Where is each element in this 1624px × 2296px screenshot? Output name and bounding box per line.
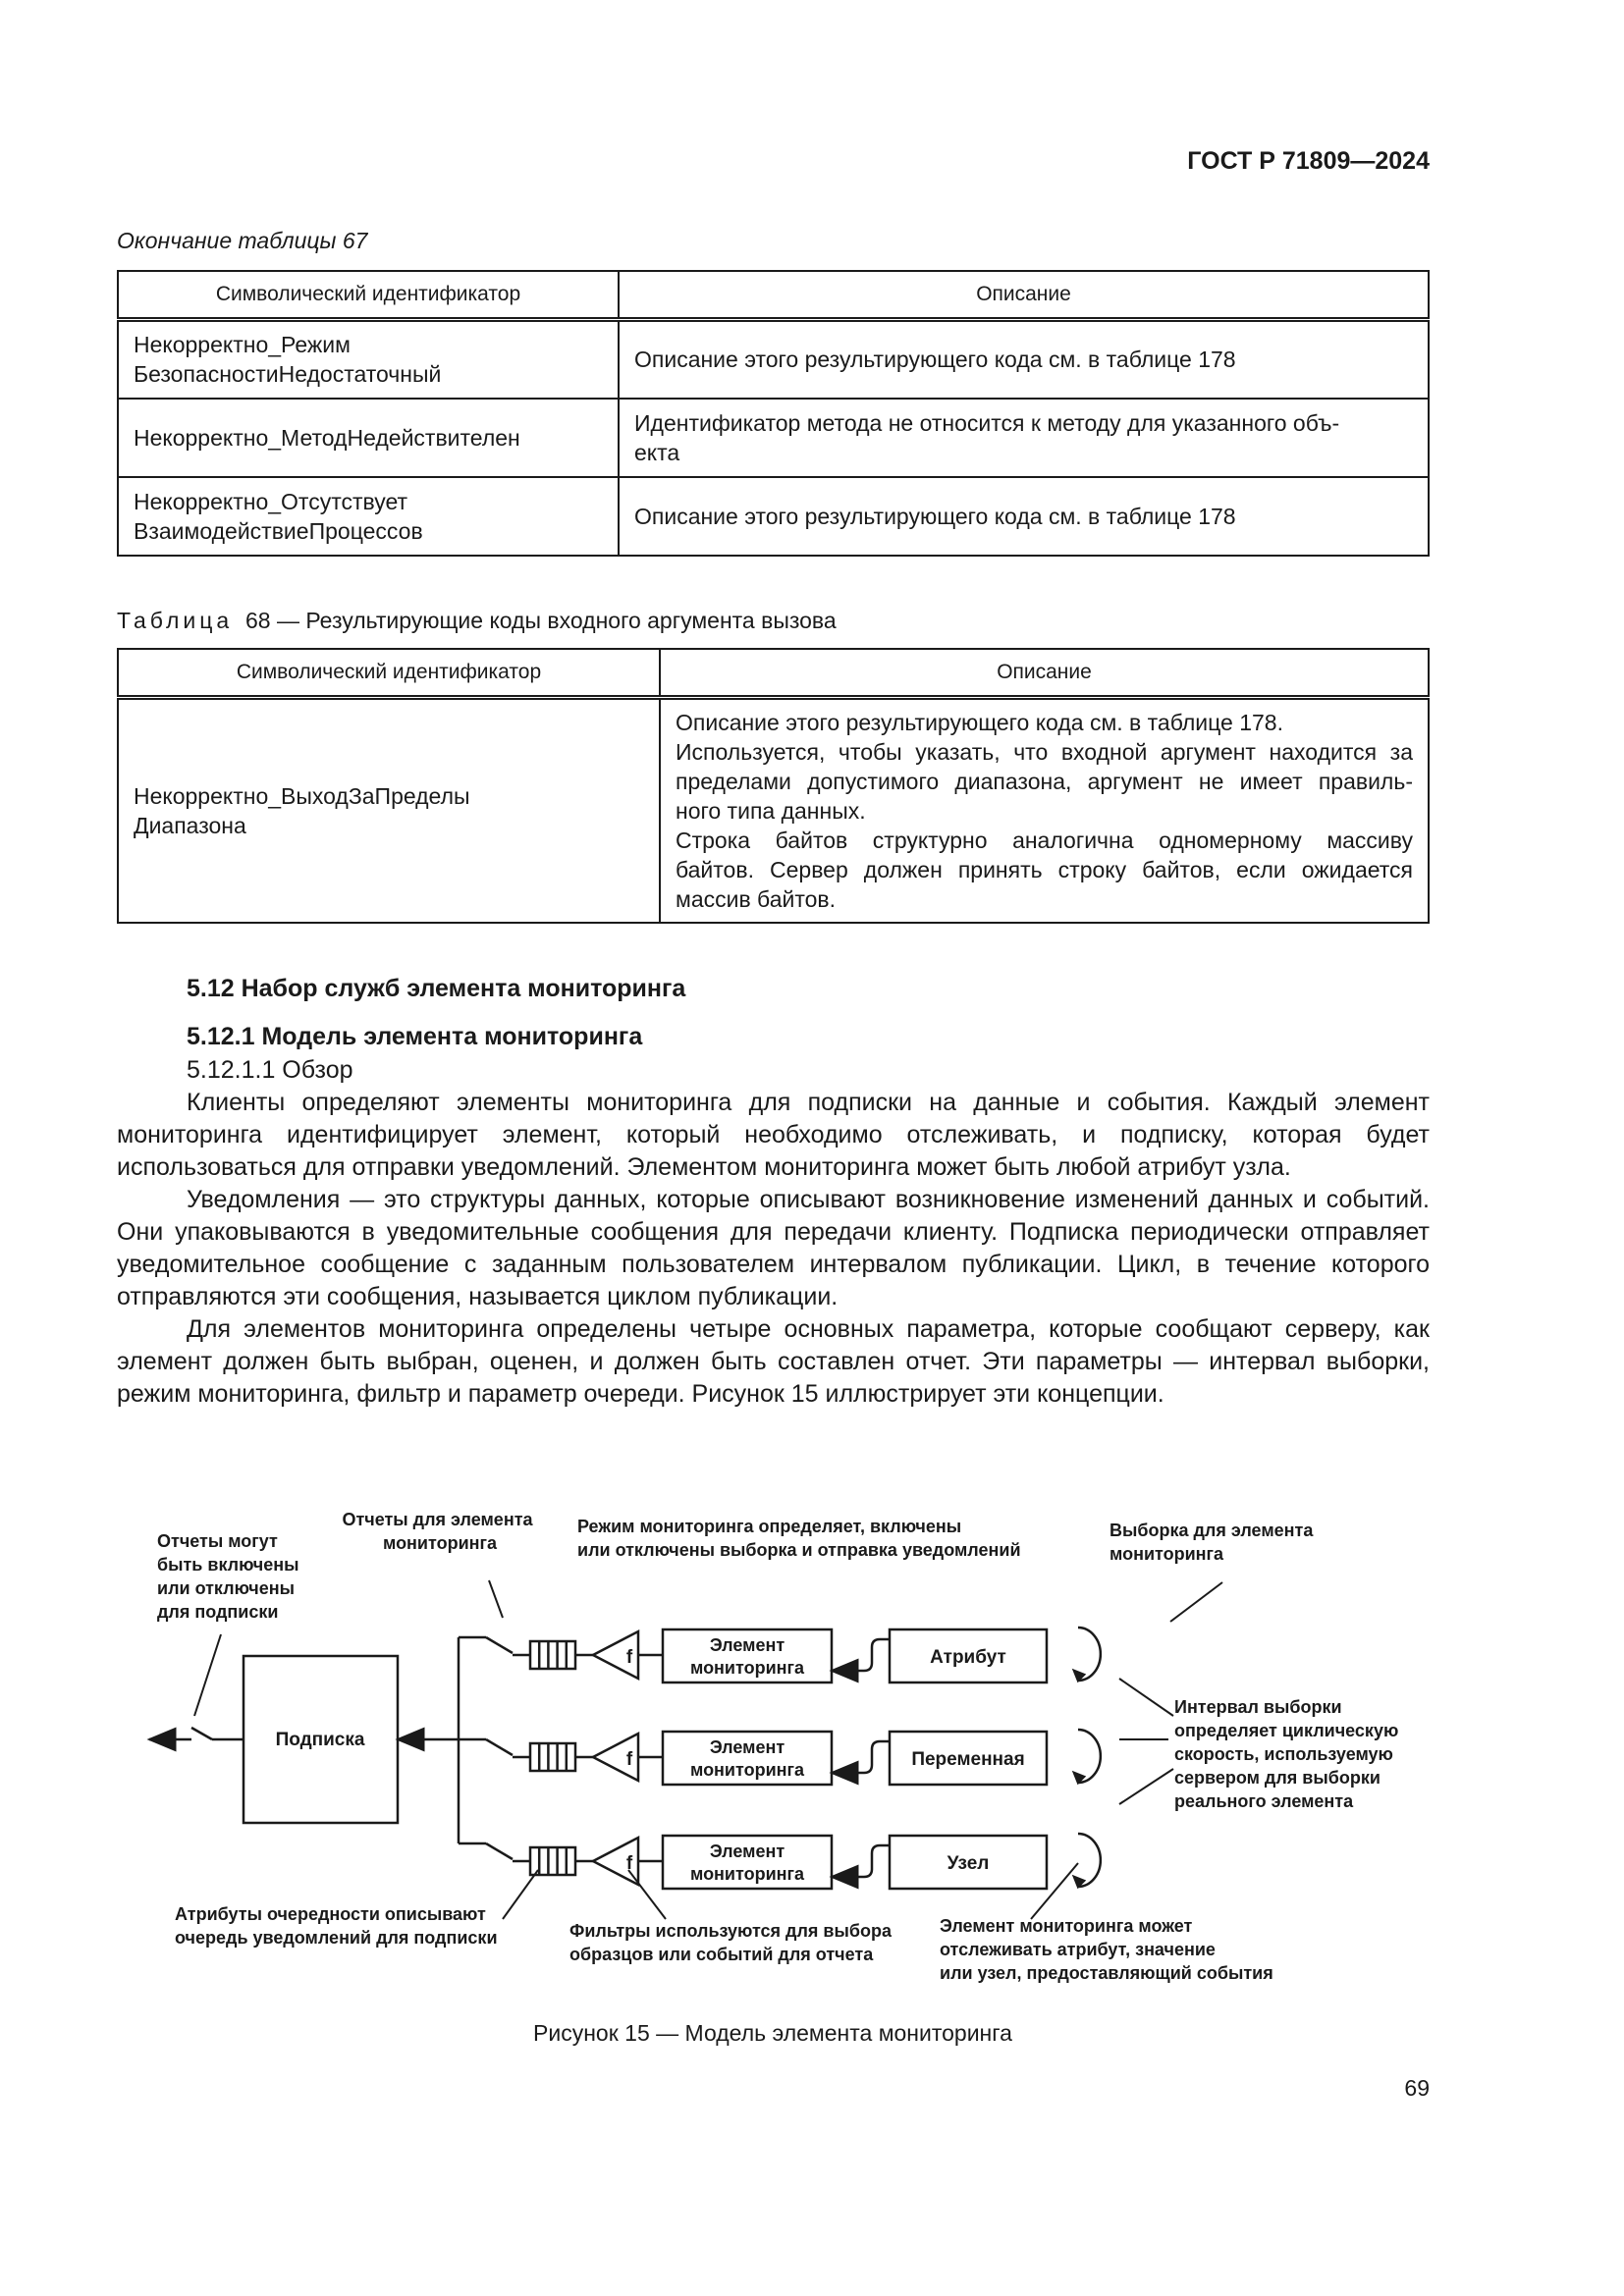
note-reports-item: Отчеты для элемента мониторинга (342, 1510, 533, 1553)
filter-label: f (625, 1647, 633, 1668)
monitored-item-box (663, 1732, 832, 1785)
table-67 (117, 270, 1430, 557)
monitored-item-box (663, 1629, 832, 1682)
monitored-target-box (890, 1836, 1047, 1889)
subscription-label: Подписка (275, 1730, 365, 1750)
monitored-item-label: мониторинга (689, 1658, 805, 1678)
body-text (117, 1087, 1430, 1411)
table-cell-desc: Описание этого результирующего кода см. в таблице 178 (619, 477, 1429, 556)
table68-col-desc: Описание (660, 649, 1429, 698)
paragraph: Уведомления — это структуры данных, которые описывают возникновение изменений данных и событий. Они упаковываются в уведомительные сообщения для передачи клиенту. Подписка периодически отправляет уведомительное сообщение с заданным пользователем интервалом публикации. Цикл, в течение которого отправляются эти сообщения, называется циклом публикации. (117, 1186, 1430, 1310)
table67-col-desc: Описание (619, 271, 1429, 320)
table-cell-id: Некорректно_Режим БезопасностиНедостаточный (118, 320, 619, 399)
note-monitoring-mode: Режим мониторинга определяет, включены или отключены выборка и отправка уведомлений (577, 1517, 1021, 1560)
table67-caption: Окончание таблицы 67 (117, 228, 368, 253)
queue-symbol (530, 1743, 575, 1771)
section-heading-5-12: 5.12 Набор служб элемента мониторинга (187, 975, 686, 1002)
queue-symbol (530, 1641, 575, 1669)
monitored-item-label: мониторинга (689, 1760, 805, 1780)
section-heading-5-12-1-1: 5.12.1.1 Обзор (187, 1056, 353, 1084)
table-row (118, 399, 1429, 477)
monitoring-chain (486, 1730, 1101, 1785)
page-number: 69 (1404, 2075, 1430, 2101)
paragraph: Для элементов мониторинга определены четыре основных параметра, которые сообщают серверу, как элемент должен быть выбран, оценен, и должен быть составлен отчет. Эти параметры — интервал выборки, режим мониторинга, фильтр и параметр очереди. Рисунок 15 иллюстрирует эти концепции. (117, 1315, 1430, 1408)
table-68 (117, 648, 1430, 924)
note-queue-attributes: Атрибуты очередности описывают очередь уведомлений для подписки (175, 1904, 498, 1948)
note-sampling: Выборка для элемента мониторинга (1110, 1521, 1314, 1564)
note-monitored-target: Элемент мониторинга может отслеживать атрибут, значение или узел, предоставляющий события (940, 1916, 1273, 1983)
table67-col-id: Символический идентификатор (118, 271, 619, 320)
table-row (118, 320, 1429, 399)
table-cell-desc: Описание этого результирующего кода см. в таблице 178. Используется, чтобы указать, что входной аргумент находится за пределами допустимого диапазона, аргумент не имеет правиль- ного типа данных. Строка байтов структурно аналогична одномерному массиву байтов. Сервер должен принять строку байтов, если ожидается массив байтов. (660, 698, 1429, 924)
table-row (118, 698, 1429, 924)
table68-caption: Таблица 68 — Результирующие коды входного аргумента вызова (117, 608, 837, 633)
table68-col-id: Символический идентификатор (118, 649, 660, 698)
table-cell-id: Некорректно_ВыходЗаПределы Диапазона (118, 698, 660, 924)
monitored-item-box (663, 1836, 832, 1889)
monitoring-item-model-diagram (0, 1492, 1624, 2002)
monitored-item-label: Элемент (709, 1842, 785, 1861)
monitoring-chain (486, 1834, 1101, 1889)
target-label: Атрибут (930, 1647, 1006, 1668)
table-cell-desc: Идентификатор метода не относится к методу для указанного объ- екта (619, 399, 1429, 477)
target-label: Узел (947, 1853, 990, 1874)
standard-code: ГОСТ Р 71809—2024 (1187, 147, 1430, 175)
paragraph: Клиенты определяют элементы мониторинга для подписки на данные и события. Каждый элемент мониторинга идентифицирует элемент, который необходимо отслеживать, и подписку, которая будет использоваться для отправки уведомлений. Элементом мониторинга может быть любой атрибут узла. (117, 1089, 1430, 1181)
filter-label: f (625, 1853, 633, 1874)
note-filters: Фильтры используются для выбора образцов или событий для отчета (569, 1921, 892, 1964)
monitored-item-label: Элемент (709, 1737, 785, 1757)
filter-label: f (625, 1749, 633, 1770)
note-sampling-interval: Интервал выборки определяет циклическую скорость, используемую сервером для выборки реального элемента (1174, 1697, 1399, 1811)
table-cell-id: Некорректно_Отсутствует ВзаимодействиеПроцессов (118, 477, 619, 556)
table-row (118, 477, 1429, 556)
monitored-item-label: Элемент (709, 1635, 785, 1655)
monitoring-chain (486, 1628, 1101, 1682)
note-reports-toggle: Отчеты могут быть включены или отключены для подписки (157, 1531, 299, 1622)
figure-caption: Рисунок 15 — Модель элемента мониторинга (533, 2020, 1012, 2046)
monitored-target-box (890, 1732, 1047, 1785)
monitored-target-box (890, 1629, 1047, 1682)
section-heading-5-12-1: 5.12.1 Модель элемента мониторинга (187, 1023, 643, 1050)
table-cell-desc: Описание этого результирующего кода см. в таблице 178 (619, 320, 1429, 399)
target-label: Переменная (911, 1749, 1025, 1770)
monitored-item-label: мониторинга (689, 1864, 805, 1884)
table-cell-id: Некорректно_МетодНедействителен (118, 399, 619, 477)
